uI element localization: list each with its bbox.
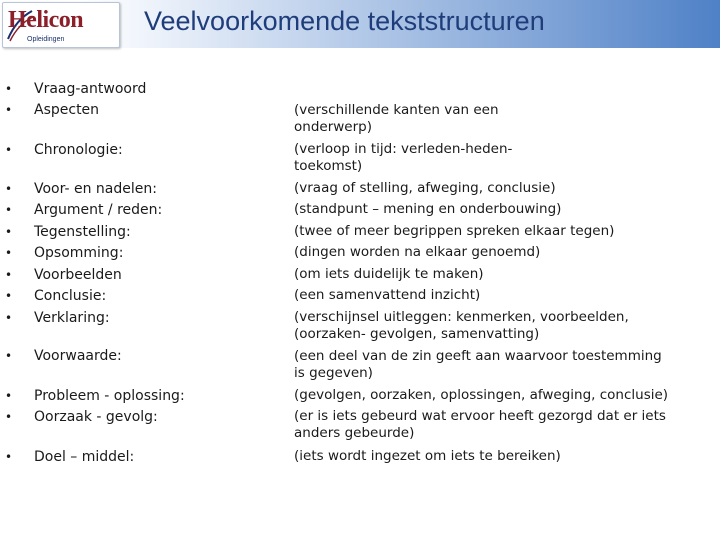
description-line: (iets wordt ingezet om iets te bereiken) bbox=[294, 448, 561, 464]
structure-label: Aspecten bbox=[34, 102, 100, 118]
structure-label: Oorzaak - gevolg: bbox=[34, 409, 158, 425]
list-item bbox=[0, 201, 290, 223]
structure-label: Argument / reden: bbox=[34, 202, 163, 218]
structure-label: Tegenstelling: bbox=[34, 224, 131, 240]
list-item bbox=[0, 80, 290, 102]
description-item bbox=[294, 244, 714, 261]
description-line: toekomst) bbox=[294, 158, 363, 174]
list-item bbox=[0, 347, 290, 369]
structure-label: Opsomming: bbox=[34, 245, 124, 261]
page-title: Veelvoorkomende tekststructuren bbox=[144, 6, 545, 36]
description-item bbox=[294, 102, 714, 136]
bullet: • bbox=[5, 182, 13, 196]
description-item bbox=[294, 387, 714, 404]
list-item bbox=[0, 448, 290, 470]
structure-label: Doel – middel: bbox=[34, 449, 135, 465]
description-line: anders gebeurde) bbox=[294, 425, 415, 441]
bullet: • bbox=[5, 268, 13, 282]
bullet: • bbox=[5, 289, 13, 303]
bullet: • bbox=[5, 225, 13, 239]
description-item bbox=[294, 141, 714, 175]
description-item bbox=[294, 287, 714, 304]
description-line: (verschillende kanten van een bbox=[294, 102, 499, 118]
logo-brand-text: Helicon bbox=[8, 7, 84, 33]
structure-label: Conclusie: bbox=[34, 288, 107, 304]
bullet: • bbox=[5, 410, 13, 424]
description-line: (een deel van de zin geeft aan waarvoor toestemming bbox=[294, 348, 662, 364]
description-item bbox=[294, 309, 714, 343]
description-line: (verschijnsel uitleggen: kenmerken, voorbeelden, bbox=[294, 309, 629, 325]
description-line: (om iets duidelijk te maken) bbox=[294, 266, 484, 282]
structure-label: Voorbeelden bbox=[34, 267, 122, 283]
structure-label: Voor- en nadelen: bbox=[34, 181, 157, 197]
slide-header bbox=[0, 0, 720, 48]
bullet: • bbox=[5, 311, 13, 325]
logo-subtitle: Opleidingen bbox=[27, 36, 65, 43]
bullet: • bbox=[5, 203, 13, 217]
structure-label: Voorwaarde: bbox=[34, 348, 122, 364]
description-line: (verloop in tijd: verleden-heden- bbox=[294, 141, 513, 157]
description-line: is gegeven) bbox=[294, 365, 373, 381]
description-item bbox=[294, 408, 714, 442]
description-line: (dingen worden na elkaar genoemd) bbox=[294, 244, 541, 260]
bullet: • bbox=[5, 349, 13, 363]
description-line: (vraag of stelling, afweging, conclusie) bbox=[294, 180, 556, 196]
structure-label: Chronologie: bbox=[34, 142, 123, 158]
bullet: • bbox=[5, 389, 13, 403]
description-item bbox=[294, 201, 714, 218]
list-item bbox=[0, 287, 290, 309]
description-item bbox=[294, 266, 714, 283]
bullet: • bbox=[5, 103, 13, 117]
bullet: • bbox=[5, 246, 13, 260]
description-line: (twee of meer begrippen spreken elkaar tegen) bbox=[294, 223, 615, 239]
bullet: • bbox=[5, 143, 13, 157]
logo-brand bbox=[8, 7, 83, 34]
structure-label: Verklaring: bbox=[34, 310, 110, 326]
description-item bbox=[294, 180, 714, 197]
list-item bbox=[0, 180, 290, 202]
description-item bbox=[294, 223, 714, 240]
list-item bbox=[0, 223, 290, 245]
description-line: onderwerp) bbox=[294, 119, 372, 135]
list-item bbox=[0, 309, 290, 331]
description-line: (een samenvattend inzicht) bbox=[294, 287, 481, 303]
list-item bbox=[0, 244, 290, 266]
description-line: (gevolgen, oorzaken, oplossingen, afweging, conclusie) bbox=[294, 387, 669, 403]
description-line: (er is iets gebeurd wat ervoor heeft gezorgd dat er iets bbox=[294, 408, 666, 424]
list-item bbox=[0, 266, 290, 288]
description-line: (oorzaken- gevolgen, samenvatting) bbox=[294, 326, 540, 342]
list-item bbox=[0, 101, 290, 123]
bullet: • bbox=[5, 450, 13, 464]
description-item bbox=[294, 348, 714, 382]
description-item bbox=[294, 448, 714, 465]
structure-label: Probleem - oplossing: bbox=[34, 388, 185, 404]
list-item bbox=[0, 408, 290, 430]
bullet: • bbox=[5, 82, 13, 96]
structure-label: Vraag-antwoord bbox=[34, 81, 147, 97]
list-item bbox=[0, 141, 290, 163]
list-item bbox=[0, 387, 290, 409]
description-line: (standpunt – mening en onderbouwing) bbox=[294, 201, 562, 217]
helicon-logo bbox=[2, 2, 120, 48]
